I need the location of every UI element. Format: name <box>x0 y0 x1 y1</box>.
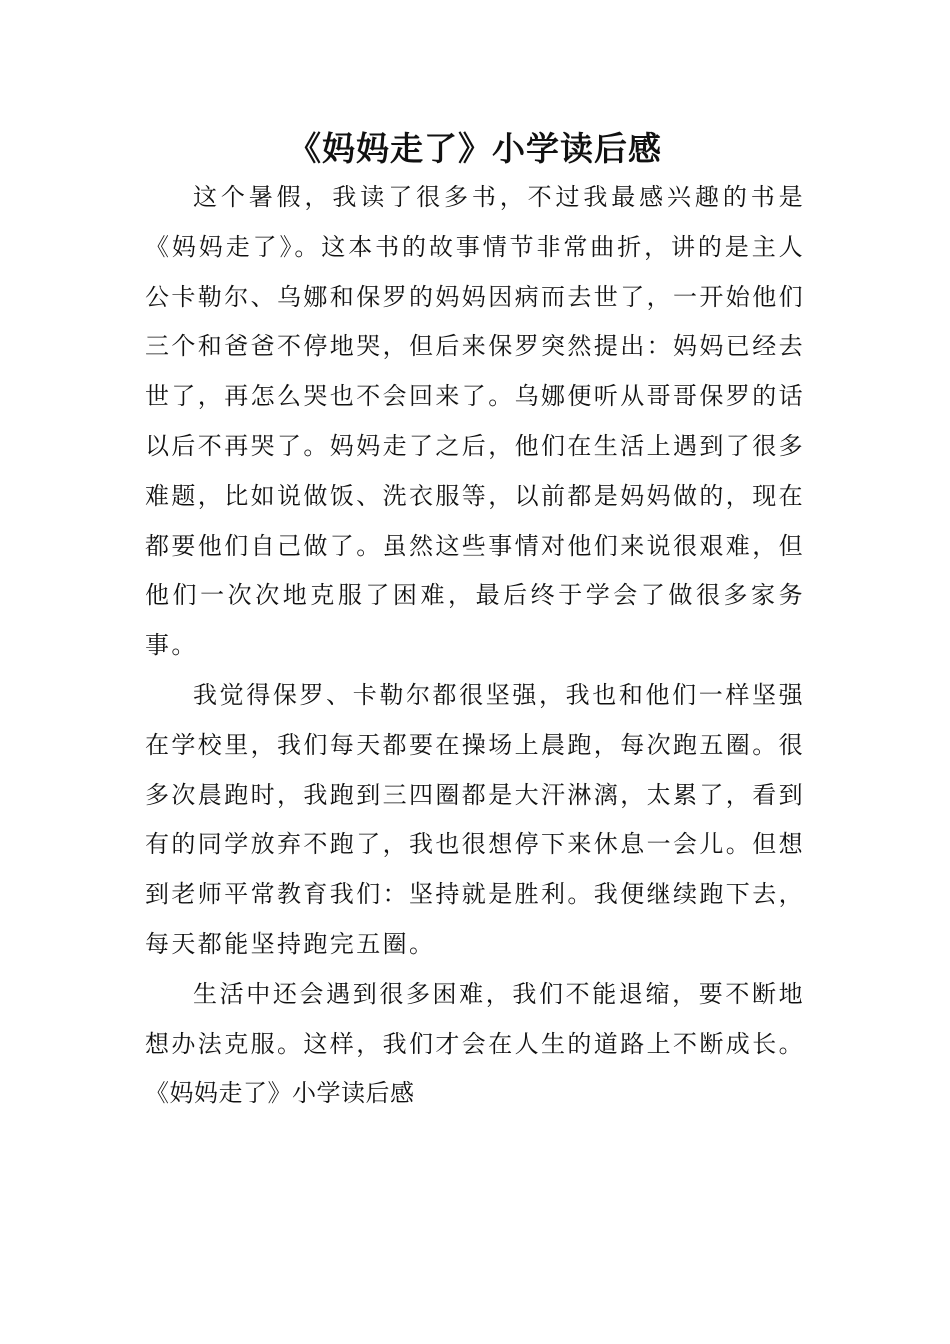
footer-title: 《妈妈走了》小学读后感 <box>145 1079 415 1108</box>
document-body <box>145 173 805 1119</box>
paragraph-1: 这个暑假，我读了很多书，不过我最感兴趣的书是《妈妈走了》。这本书的故事情节非常曲折，讲的是主人公卡勒尔、乌娜和保罗的妈妈因病而去世了，一开始他们三个和爸爸不停地哭，但后来保罗突然提出：妈妈已经去世了，再怎么哭也不会回来了。乌娜便听从哥哥保罗的话以后不再哭了。妈妈走了之后，他们在生活上遇到了很多难题，比如说做饭、洗衣服等，以前都是妈妈做的，现在都要他们自己做了。虽然这些事情对他们来说很艰难，但他们一次次地克服了困难，最后终于学会了做很多家务事。 <box>145 183 805 660</box>
paragraph-3: 生活中还会遇到很多困难，我们不能退缩，要不断地想办法克服。这样，我们才会在人生的道路上不断成长。 <box>145 979 805 1058</box>
paragraph-2: 我觉得保罗、卡勒尔都很坚强，我也和他们一样坚强在学校里，我们每天都要在操场上晨跑，每次跑五圈。很多次晨跑时，我跑到三四圈都是大汗淋漓，太累了，看到有的同学放弃不跑了，我也很想停下来休息一会儿。但想到老师平常教育我们：坚持就是胜利。我便继续跑下去，每天都能坚持跑完五圈。 <box>145 680 805 958</box>
document-title: 《妈妈走了》小学读后感 <box>288 129 662 168</box>
